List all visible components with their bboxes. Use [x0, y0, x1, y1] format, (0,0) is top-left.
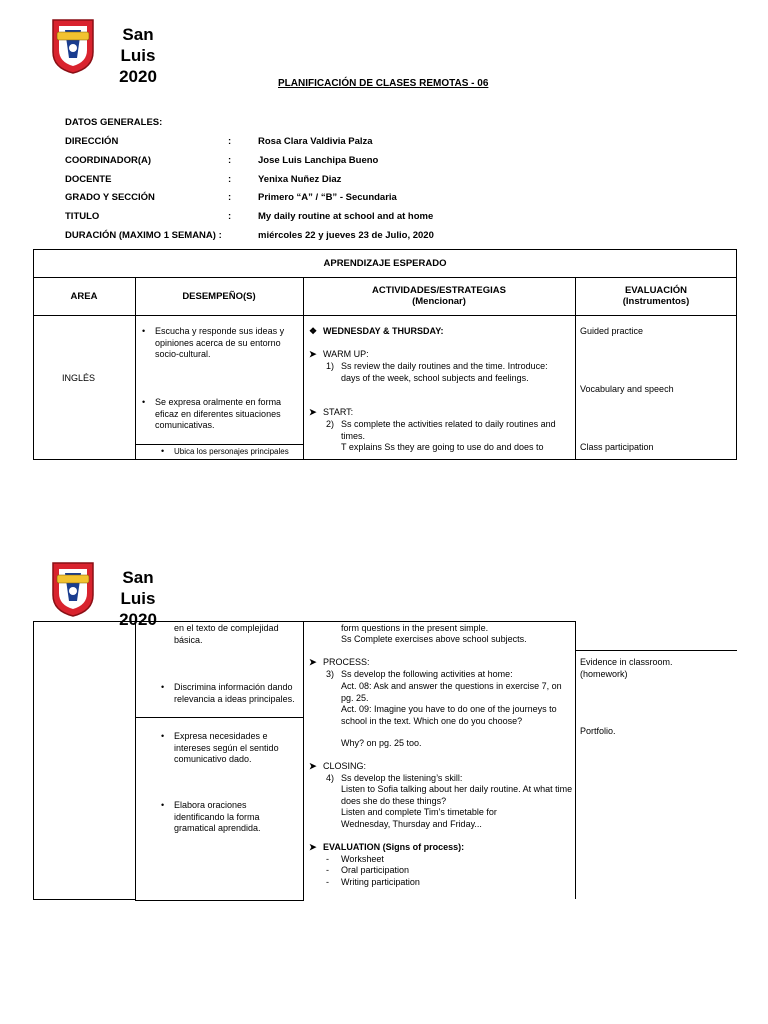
- arrow-icon: ➤: [309, 842, 317, 852]
- process-text: Ss develop the following activities at home:: [341, 669, 513, 679]
- meta-section-title: DATOS GENERALES:: [65, 117, 163, 128]
- step-number: 2): [326, 419, 335, 429]
- process-heading: PROCESS:: [323, 657, 370, 667]
- meta-label: COORDINADOR(A): [65, 155, 152, 166]
- header-desempeno: DESEMPEÑO(S): [182, 291, 256, 302]
- desempeno-item: • Ubica los personajes principales: [174, 446, 302, 458]
- closing-text-2: Listen to Sofia talking about her daily routine. At what time does she do these things?: [341, 784, 573, 806]
- school-logo: [51, 561, 95, 615]
- start-text: Ss complete the activities related to daily routines and times.: [341, 419, 556, 441]
- closing-text: Ss develop the listening’s skill:: [341, 773, 463, 783]
- meta-label: DIRECCIÓN: [65, 136, 119, 147]
- dash: -: [326, 854, 329, 864]
- arrow-icon: ➤: [309, 407, 317, 417]
- start-heading: START:: [323, 407, 354, 417]
- meta-label: GRADO Y SECCIÓN: [65, 192, 155, 203]
- meta-value: My daily routine at school and at home: [258, 211, 434, 222]
- area-label: INGLÉS: [62, 373, 96, 383]
- start-text-2: T explains Ss they are going to use do and does to: [341, 442, 544, 452]
- meta-value: Jose Luis Lanchipa Bueno: [258, 155, 379, 166]
- meta-row-titulo: [65, 211, 505, 222]
- meta-label: DOCENTE: [65, 174, 112, 185]
- eval-item: Vocabulary and speech: [580, 384, 674, 394]
- meta-row-grado: [65, 192, 505, 203]
- dash: -: [326, 877, 329, 887]
- table-title: APRENDIZAJE ESPERADO: [323, 258, 447, 269]
- eval-signal: Oral participation: [341, 865, 410, 875]
- step-number: 4): [326, 773, 335, 783]
- meta-label: TITULO: [65, 211, 100, 222]
- closing-heading: CLOSING:: [323, 761, 367, 771]
- act-09-b: Why? on pg. 25 too.: [341, 738, 422, 748]
- meta-row-direccion: [65, 136, 505, 147]
- dash: -: [326, 865, 329, 875]
- eval-signal: Writing participation: [341, 877, 420, 887]
- eval-item: Evidence in classroom. (homework): [580, 657, 673, 679]
- school-name: San Luis 2020: [119, 568, 157, 629]
- meta-value: miércoles 22 y jueves 23 de Julio, 2020: [258, 230, 434, 241]
- act-09: Act. 09: Imagine you have to do one of the journeys to school in the text. Which one do you choose?: [341, 704, 557, 726]
- warm-up-text: Ss review the daily routines and the time. Introduce: days of the week, school subjects and feelings.: [341, 361, 548, 383]
- meta-row-docente: [65, 174, 505, 185]
- activities-day: WEDNESDAY & THURSDAY:: [323, 326, 444, 336]
- closing-text-3: Listen and complete Tim’s timetable for Wednesday, Thursday and Friday...: [341, 807, 497, 829]
- meta-label: DURACIÓN (MAXIMO 1 SEMANA) :: [65, 230, 222, 241]
- desempeno-item: • Se expresa oralmente en forma eficaz en diferentes situaciones comunicativas.: [155, 397, 297, 432]
- eval-item: Class participation: [580, 442, 654, 452]
- arrow-icon: ➤: [309, 761, 317, 771]
- eval-signal: Worksheet: [341, 854, 384, 864]
- meta-value: Yenixa Nuñez Diaz: [258, 174, 342, 185]
- step-number: 1): [326, 361, 335, 371]
- arrow-icon: ➤: [309, 657, 317, 667]
- school-logo: [51, 18, 95, 72]
- page-title: PLANIFICACIÓN DE CLASES REMOTAS - 06: [278, 78, 489, 89]
- eval-item: Guided practice: [580, 326, 644, 336]
- meta-value: Rosa Clara Valdivia Palza: [258, 136, 373, 147]
- meta-colon: :: [228, 211, 232, 222]
- desempeno-item: • Expresa necesidades e intereses según el sentido comunicativo dado.: [174, 731, 300, 766]
- cont-text: form questions in the present simple.: [341, 623, 489, 633]
- arrow-icon: ➤: [309, 349, 317, 359]
- desempeno-item: • Elabora oraciones identificando la forma gramatical aprendida.: [174, 800, 292, 835]
- desempeno-item: • Escucha y responde sus ideas y opiniones acerca de su entorno socio-cultural.: [155, 326, 297, 361]
- meta-colon: :: [228, 155, 232, 166]
- meta-colon: :: [228, 136, 232, 147]
- header-actividades: ACTIVIDADES/ESTRATEGIAS (Mencionar): [372, 285, 506, 307]
- step-number: 3): [326, 669, 335, 679]
- meta-value: Primero “A” / “B” - Secundaria: [258, 192, 397, 203]
- header-evaluacion: EVALUACIÓN (Instrumentos): [622, 285, 690, 307]
- warm-up-heading: WARM UP:: [323, 349, 369, 359]
- eval-item: Portfolio.: [580, 726, 616, 736]
- desempeno-item-cont: en el texto de complejidad básica.: [174, 623, 279, 645]
- diamond-icon: ❖: [309, 326, 318, 336]
- act-08: Act. 08: Ask and answer the questions in exercise 7, on pg. 25.: [341, 681, 562, 703]
- desempeno-item: • Discrimina información dando relevancia a ideas principales.: [174, 682, 298, 705]
- meta-colon: :: [228, 174, 232, 185]
- meta-colon: :: [228, 192, 232, 203]
- meta-row-coordinador: [65, 155, 505, 166]
- header-area: AREA: [70, 291, 98, 302]
- cont-text-2: Ss Complete exercises above school subjects.: [341, 634, 527, 644]
- evaluation-heading: EVALUATION (Signs of process):: [323, 842, 465, 852]
- meta-row-duracion: [65, 230, 505, 241]
- school-name: San Luis 2020: [119, 25, 157, 86]
